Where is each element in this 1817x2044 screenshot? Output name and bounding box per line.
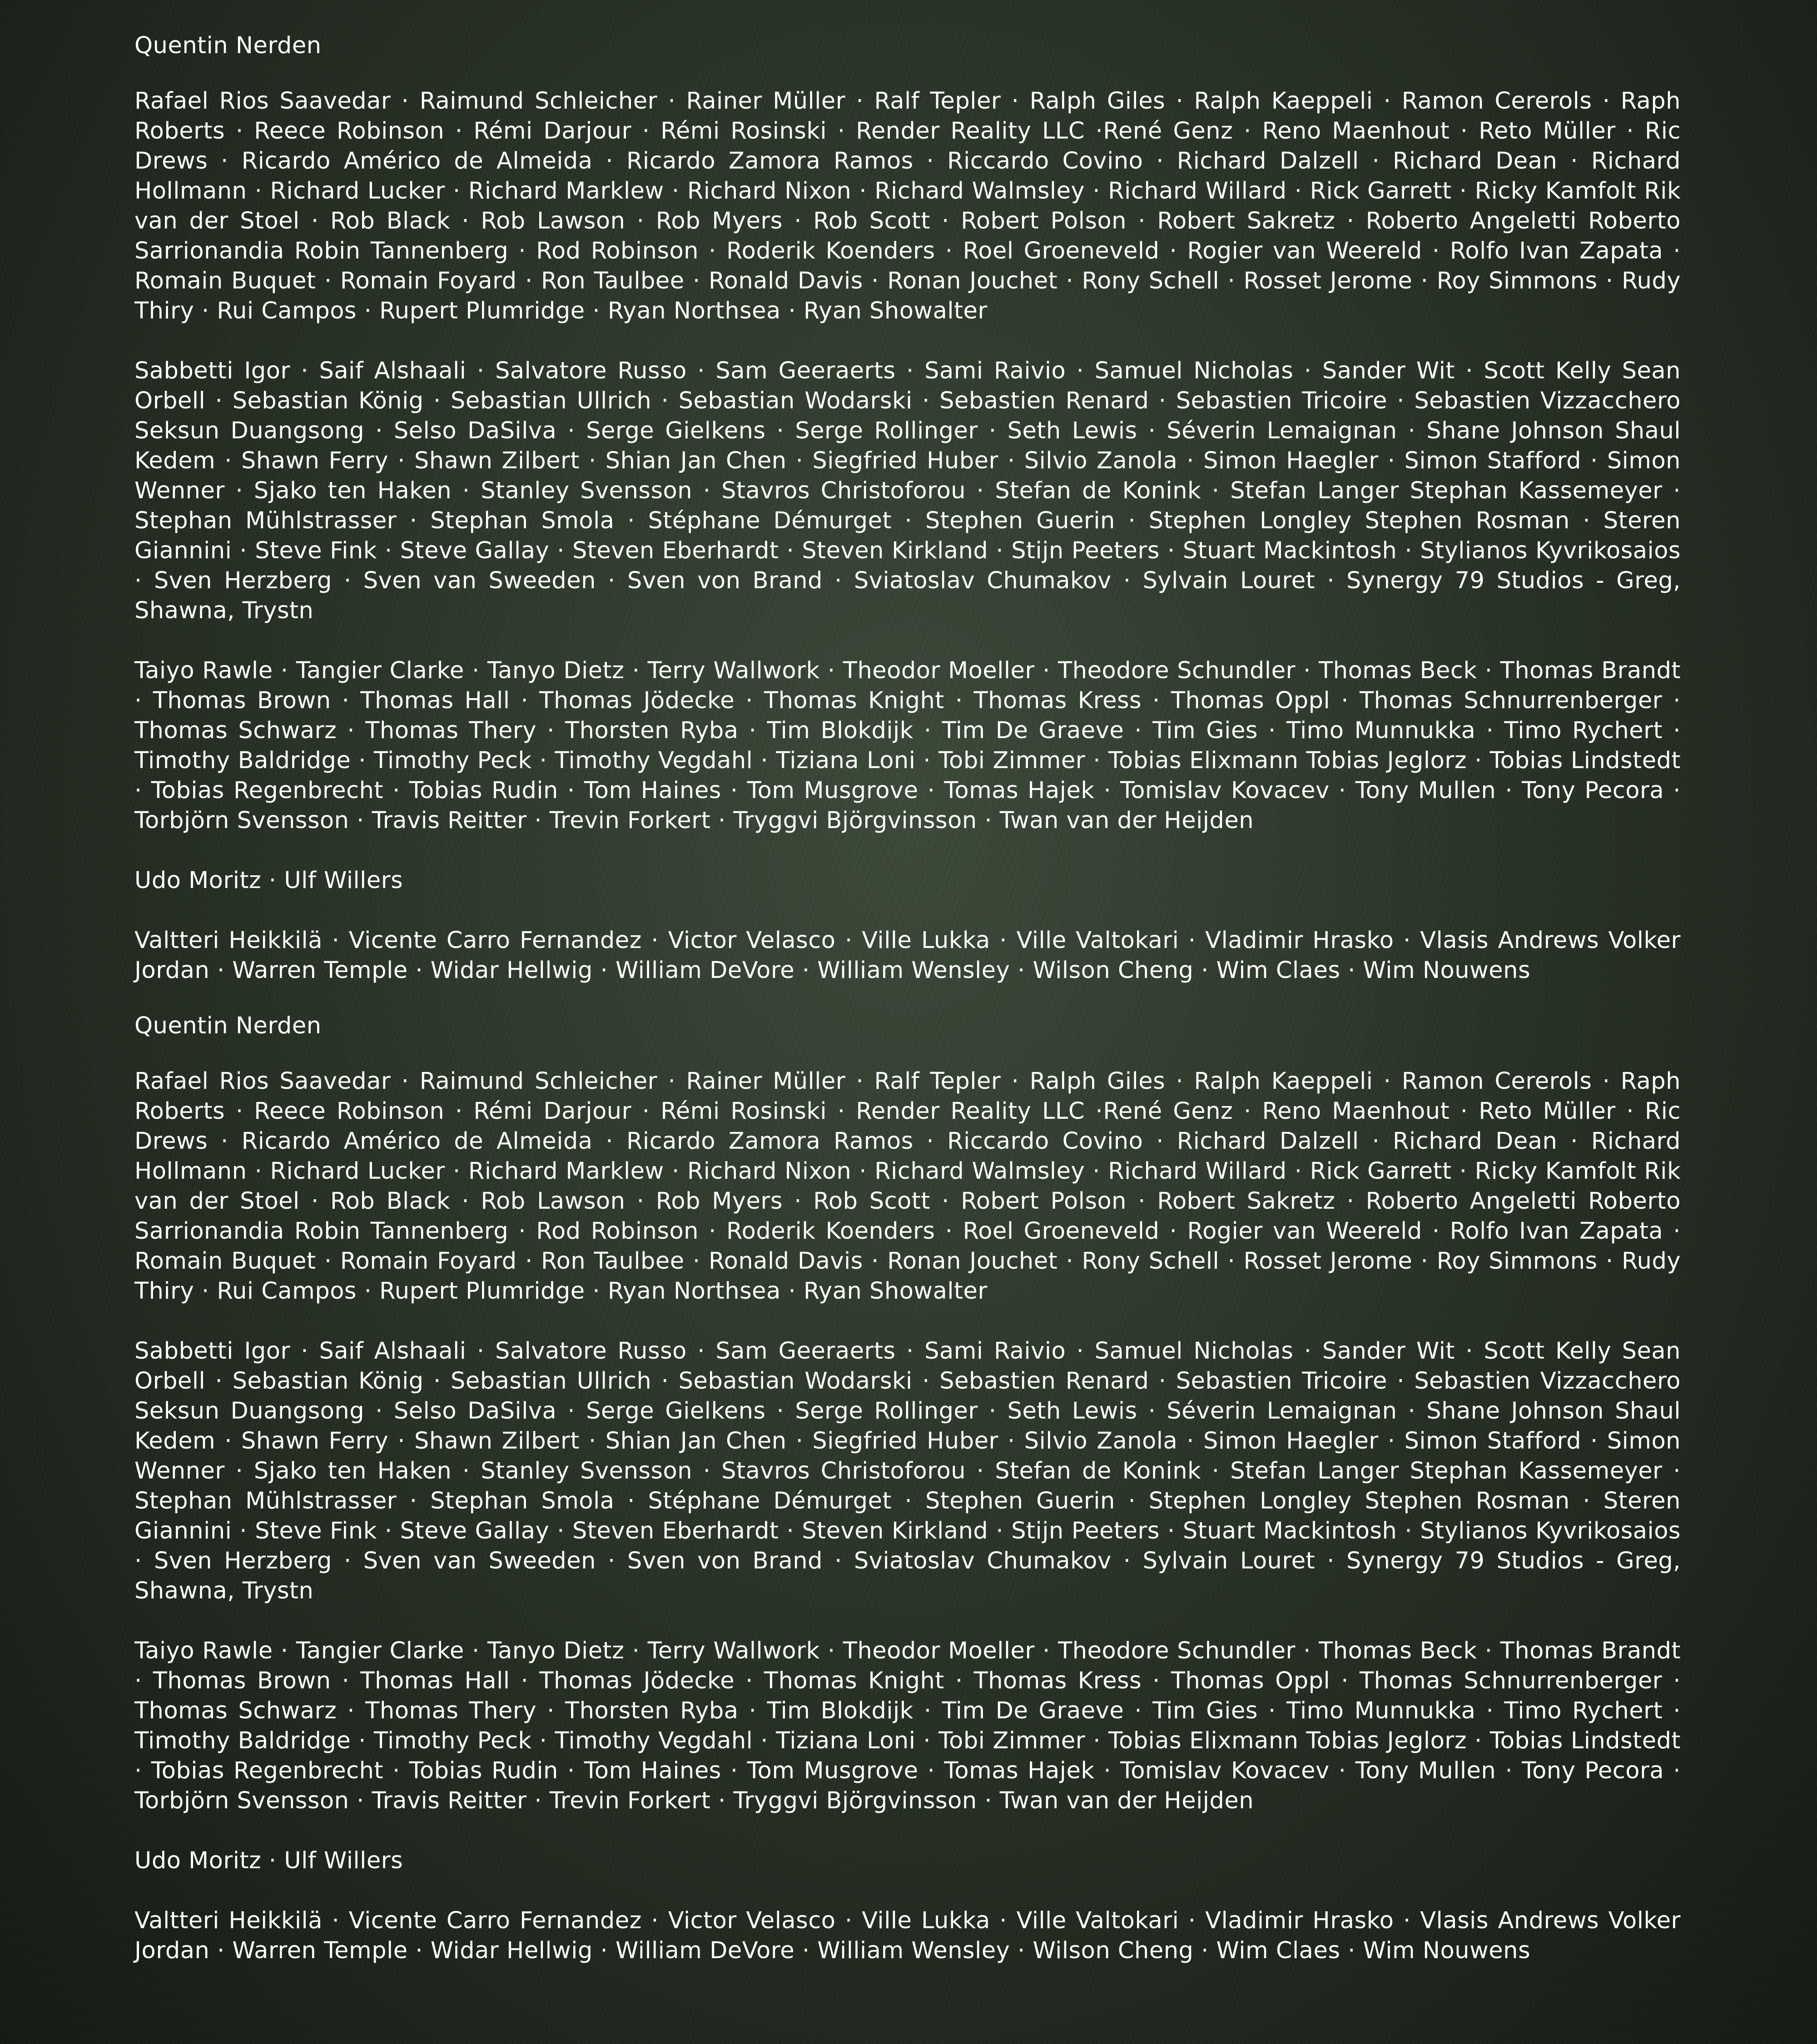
credits-paragraph-s: Sabbetti Igor · Saif Alshaali · Salvatore Russo · Sam Geeraerts · Sami Raivio · Samuel Nicholas · Sander Wit · Scott Kelly Sean Orbell · Sebastian König · Sebastian Ullrich · Sebastian Wodarski · Sebastien Renard · Sebastien Tricoire · Sebastien Vizzacchero Seksun Duangsong · Selso DaSilva · Serge Gielkens · Serge Rollinger · Seth Lewis · Séverin Lemaignan · Shane Johnson Shaul Kedem · Shawn Ferry · Shawn Zilbert · Shian Jan Chen · Siegfried Huber · Silvio Zanola · Simon Haegler · Simon Stafford · Simon Wenner · Sjako ten Haken · Stanley Svensson · Stavros Christoforou · Stefan de Konink · Stefan Langer Stephan Kassemeyer · Stephan Mühlstrasser · Stephan Smola · Stéphane Démurget · Stephen Guerin · Stephen Longley Stephen Rosman · Steren Giannini · Steve Fink · Steve Gallay · Steven Eberhardt · Steven Kirkland · Stijn Peeters · Stuart Mackintosh · Stylianos Kyvrikosaios · Sven Herzberg · Sven van Sweeden · Sven von Brand · Sviatoslav Chumakov · Sylvain Louret · Synergy 79 Studios - Greg, Shawna, Trystn xyxy=(134,1338,1681,1604)
credits-page xyxy=(134,31,1681,1991)
credits-paragraph-r: Rafael Rios Saavedar · Raimund Schleicher · Rainer Müller · Ralf Tepler · Ralph Giles · Ralph Kaeppeli · Ramon Cererols · Raph Roberts · Reece Robinson · Rémi Darjour · Rémi Rosinski · Render Reality LLC ·René Genz · Reno Maenhout · Reto Müller · Ric Drews · Ricardo Américo de Almeida · Ricardo Zamora Ramos · Riccardo Covino · Richard Dalzell · Richard Dean · Richard Hollmann · Richard Lucker · Richard Marklew · Richard Nixon · Richard Walmsley · Richard Willard · Rick Garrett · Ricky Kamfolt Rik van der Stoel · Rob Black · Rob Lawson · Rob Myers · Rob Scott · Robert Polson · Robert Sakretz · Roberto Angeletti Roberto Sarrionandia Robin Tannenberg · Rod Robinson · Roderik Koenders · Roel Groeneveld · Rogier van Weereld · Rolfo Ivan Zapata · Romain Buquet · Romain Foyard · Ron Taulbee · Ronald Davis · Ronan Jouchet · Rony Schell · Rosset Jerome · Roy Simmons · Rudy Thiry · Rui Campos · Rupert Plumridge · Ryan Northsea · Ryan Showalter xyxy=(134,1068,1681,1305)
credits-paragraph-u: Udo Moritz · Ulf Willers xyxy=(134,867,403,894)
credits-paragraph-v-w: Valtteri Heikkilä · Vicente Carro Fernandez · Victor Velasco · Ville Lukka · Ville Valtokari · Vladimir Hrasko · Vlasis Andrews Volker Jordan · Warren Temple · Widar Hellwig · William DeVore · William Wensley · Wilson Cheng · Wim Claes · Wim Nouwens xyxy=(134,1907,1681,1964)
credits-paragraph-s: Sabbetti Igor · Saif Alshaali · Salvatore Russo · Sam Geeraerts · Sami Raivio · Samuel Nicholas · Sander Wit · Scott Kelly Sean Orbell · Sebastian König · Sebastian Ullrich · Sebastian Wodarski · Sebastien Renard · Sebastien Tricoire · Sebastien Vizzacchero Seksun Duangsong · Selso DaSilva · Serge Gielkens · Serge Rollinger · Seth Lewis · Séverin Lemaignan · Shane Johnson Shaul Kedem · Shawn Ferry · Shawn Zilbert · Shian Jan Chen · Siegfried Huber · Silvio Zanola · Simon Haegler · Simon Stafford · Simon Wenner · Sjako ten Haken · Stanley Svensson · Stavros Christoforou · Stefan de Konink · Stefan Langer Stephan Kassemeyer · Stephan Mühlstrasser · Stephan Smola · Stéphane Démurget · Stephen Guerin · Stephen Longley Stephen Rosman · Steren Giannini · Steve Fink · Steve Gallay · Steven Eberhardt · Steven Kirkland · Stijn Peeters · Stuart Mackintosh · Stylianos Kyvrikosaios · Sven Herzberg · Sven van Sweeden · Sven von Brand · Sviatoslav Chumakov · Sylvain Louret · Synergy 79 Studios - Greg, Shawna, Trystn xyxy=(134,357,1681,624)
credits-heading: Quentin Nerden xyxy=(134,1012,322,1039)
credits-paragraph-r: Rafael Rios Saavedar · Raimund Schleicher · Rainer Müller · Ralf Tepler · Ralph Giles · Ralph Kaeppeli · Ramon Cererols · Raph Roberts · Reece Robinson · Rémi Darjour · Rémi Rosinski · Render Reality LLC ·René Genz · Reno Maenhout · Reto Müller · Ric Drews · Ricardo Américo de Almeida · Ricardo Zamora Ramos · Riccardo Covino · Richard Dalzell · Richard Dean · Richard Hollmann · Richard Lucker · Richard Marklew · Richard Nixon · Richard Walmsley · Richard Willard · Rick Garrett · Ricky Kamfolt Rik van der Stoel · Rob Black · Rob Lawson · Rob Myers · Rob Scott · Robert Polson · Robert Sakretz · Roberto Angeletti Roberto Sarrionandia Robin Tannenberg · Rod Robinson · Roderik Koenders · Roel Groeneveld · Rogier van Weereld · Rolfo Ivan Zapata · Romain Buquet · Romain Foyard · Ron Taulbee · Ronald Davis · Ronan Jouchet · Rony Schell · Rosset Jerome · Roy Simmons · Rudy Thiry · Rui Campos · Rupert Plumridge · Ryan Northsea · Ryan Showalter xyxy=(134,88,1681,324)
credits-block xyxy=(134,31,1681,986)
credits-paragraph-u: Udo Moritz · Ulf Willers xyxy=(134,1847,403,1874)
credits-paragraph-t: Taiyo Rawle · Tangier Clarke · Tanyo Dietz · Terry Wallwork · Theodor Moeller · Theodore Schundler · Thomas Beck · Thomas Brandt · Thomas Brown · Thomas Hall · Thomas Jödecke · Thomas Knight · Thomas Kress · Thomas Oppl · Thomas Schnurrenberger · Thomas Schwarz · Thomas Thery · Thorsten Ryba · Tim Blokdijk · Tim De Graeve · Tim Gies · Timo Munnukka · Timo Rychert · Timothy Baldridge · Timothy Peck · Timothy Vegdahl · Tiziana Loni · Tobi Zimmer · Tobias Elixmann Tobias Jeglorz · Tobias Lindstedt · Tobias Regenbrecht · Tobias Rudin · Tom Haines · Tom Musgrove · Tomas Hajek · Tomislav Kovacev · Tony Mullen · Tony Pecora · Torbjörn Svensson · Travis Reitter · Trevin Forkert · Tryggvi Björgvinsson · Twan van der Heijden xyxy=(134,1637,1681,1814)
credits-block xyxy=(134,1011,1681,1966)
credits-heading: Quentin Nerden xyxy=(134,32,322,59)
credits-paragraph-v-w: Valtteri Heikkilä · Vicente Carro Fernandez · Victor Velasco · Ville Lukka · Ville Valtokari · Vladimir Hrasko · Vlasis Andrews Volker Jordan · Warren Temple · Widar Hellwig · William DeVore · William Wensley · Wilson Cheng · Wim Claes · Wim Nouwens xyxy=(134,927,1681,984)
credits-paragraph-t: Taiyo Rawle · Tangier Clarke · Tanyo Dietz · Terry Wallwork · Theodor Moeller · Theodore Schundler · Thomas Beck · Thomas Brandt · Thomas Brown · Thomas Hall · Thomas Jödecke · Thomas Knight · Thomas Kress · Thomas Oppl · Thomas Schnurrenberger · Thomas Schwarz · Thomas Thery · Thorsten Ryba · Tim Blokdijk · Tim De Graeve · Tim Gies · Timo Munnukka · Timo Rychert · Timothy Baldridge · Timothy Peck · Timothy Vegdahl · Tiziana Loni · Tobi Zimmer · Tobias Elixmann Tobias Jeglorz · Tobias Lindstedt · Tobias Regenbrecht · Tobias Rudin · Tom Haines · Tom Musgrove · Tomas Hajek · Tomislav Kovacev · Tony Mullen · Tony Pecora · Torbjörn Svensson · Travis Reitter · Trevin Forkert · Tryggvi Björgvinsson · Twan van der Heijden xyxy=(134,657,1681,834)
